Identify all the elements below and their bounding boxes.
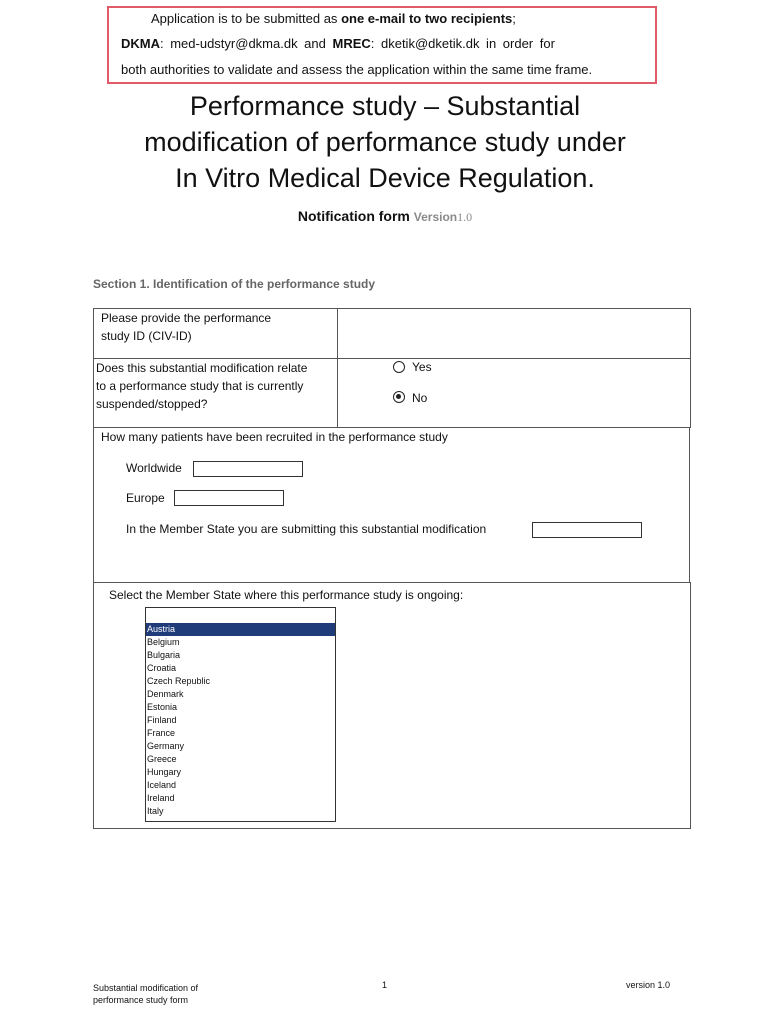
dkma-label: DKMA	[121, 36, 160, 51]
country-option[interactable]: Greece	[147, 754, 177, 764]
submission-notice	[107, 6, 657, 84]
notice-line-3: both authorities to validate and assess the application within the same time frame.	[121, 62, 593, 77]
suspended-question: Does this substantial modification relate to a performance study that is currently suspended/stopped?	[96, 361, 308, 411]
country-option[interactable]: Germany	[147, 741, 185, 751]
notice-line-2	[121, 36, 555, 51]
europe-input[interactable]	[174, 490, 284, 506]
footer-version: version 1.0	[626, 980, 671, 990]
no-label: No	[412, 391, 428, 405]
civ-id-input[interactable]	[339, 309, 689, 357]
footer-left: Substantial modification of performance study form	[93, 983, 199, 1005]
country-option[interactable]: Italy	[147, 806, 164, 816]
country-option[interactable]: Bulgaria	[147, 650, 181, 660]
form-subtitle: Notification form Version1.0	[297, 208, 473, 224]
mrec-label: MREC	[332, 36, 371, 51]
ongoing-label: Select the Member State where this performance study is ongoing:	[109, 588, 464, 602]
country-option[interactable]: Belgium	[147, 637, 180, 647]
civ-id-label: Please provide the performance study ID (CIV-ID)	[101, 311, 272, 343]
patients-heading: How many patients have been recruited in the performance study	[101, 430, 448, 444]
page-title: Performance study – Substantial modification of performance study under In Vitro Medical Device Regulation.	[144, 91, 626, 193]
member-state-label: In the Member State you are submitting this substantial modification	[126, 522, 487, 536]
country-option[interactable]: Iceland	[147, 780, 177, 790]
country-option[interactable]: Croatia	[147, 663, 177, 673]
yes-radio[interactable]	[393, 361, 405, 373]
worldwide-label: Worldwide	[126, 461, 182, 475]
page-number: 1	[382, 980, 388, 990]
section-heading: Section 1. Identification of the performance study	[93, 277, 376, 291]
country-option[interactable]: France	[147, 728, 176, 738]
country-listbox[interactable]	[145, 607, 336, 822]
notice-line-1: Application is to be submitted as one e-mail to two recipients;	[151, 11, 516, 26]
country-option[interactable]: Hungary	[147, 767, 182, 777]
mrec-email: : dketik@dketik.dk in order for	[370, 36, 555, 51]
yes-label: Yes	[412, 360, 432, 374]
country-option[interactable]: Denmark	[147, 689, 184, 699]
member-state-input[interactable]	[532, 522, 642, 538]
country-option[interactable]: Estonia	[147, 702, 178, 712]
country-option[interactable]: Czech Republic	[147, 676, 211, 686]
country-option[interactable]: Austria	[146, 623, 335, 636]
dkma-email: : med-udstyr@dkma.dk and	[160, 36, 333, 51]
worldwide-input[interactable]	[193, 461, 303, 477]
country-option[interactable]: Ireland	[147, 793, 175, 803]
europe-label: Europe	[126, 491, 165, 505]
country-option[interactable]: Finland	[147, 715, 177, 725]
no-radio[interactable]	[393, 391, 405, 403]
